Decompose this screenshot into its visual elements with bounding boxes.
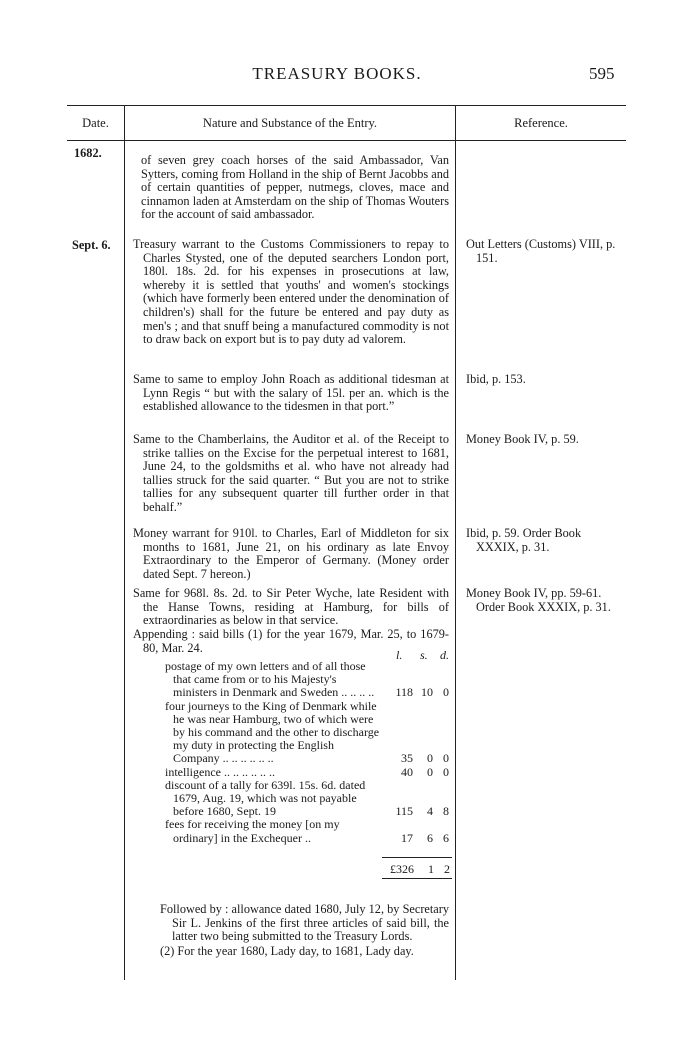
total-shillings: 1: [428, 862, 434, 876]
reference-text: Out Letters (Customs) VIII, p. 151.: [466, 237, 616, 265]
account-item-pence: 0: [443, 751, 449, 766]
entry-reference: [466, 527, 618, 554]
account-item-shillings: 0: [427, 751, 433, 766]
entry-reference: [466, 373, 618, 387]
year-label: 1682.: [74, 146, 102, 160]
account-item-desc: discount of a tally for 639l. 15s. 6d. dated 1679, Aug. 19, which was not payable before 1680, Sept. 19: [165, 777, 366, 819]
pence-header: d.: [440, 648, 449, 662]
account-item-desc: postage of my own letters and of all those that came from or to his Majesty's ministers in Denmark and Sweden .. .. .. ..: [165, 659, 375, 700]
reference-text: Money Book IV, p. 59.: [466, 432, 579, 446]
column-header-date: Date.: [82, 116, 109, 130]
account-item-pounds: 118: [395, 685, 413, 700]
column-divider-2: [455, 105, 456, 980]
entry-text: Money warrant for 910l. to Charles, Earl of Middleton for six months to 1681, June 21, on his ordinary as late Envoy Extraordinary to the Emperor of Germany. (Money order dated Sept. 7 hereon.): [133, 526, 449, 581]
page-title: TREASURY BOOKS.: [252, 64, 422, 83]
appending-text: Appending : said bills (1) for the year 1679, Mar. 25, to 1679-80, Mar. 24.: [133, 627, 449, 655]
next-bill-text: (2) For the year 1680, Lady day, to 1681, Lady day.: [160, 944, 414, 958]
page-number: 595: [589, 64, 615, 83]
entry-text: Same to same to employ John Roach as additional tidesman at Lynn Regis “ but with the salary of 15l. per an. which is the established allowance to the tidesmen in that port.”: [133, 372, 449, 414]
total-rule-top: [382, 857, 452, 858]
total-pounds: £326: [390, 862, 414, 876]
column-divider-1: [124, 105, 125, 980]
entry-text: Treasury warrant to the Customs Commissioners to repay to Charles Stysted, one of the deputed searchers London port, 180l. 18s. 2d. for his expenses in prosecutions at law, whereby it is settled that youths' and women's stockings (which have formerly been entered under the denomination of children's) shall for the future be entered and pay duty as men's ; and that snuff being a manufactured commodity is not to draw back on export but is to pay duty ad valorem.: [133, 237, 449, 347]
account-item-desc: four journeys to the King of Denmark while he was near Hamburg, two of which were by his command and the other to discharge my duty in protecting the English Company .. .. .. .. .. ..: [165, 698, 380, 766]
account-item-desc: fees for receiving the money [on my ordinary] in the Exchequer ..: [165, 817, 340, 845]
account-item-pence: 0: [443, 764, 449, 779]
pounds-header: l.: [396, 648, 403, 662]
account-item-shillings: 4: [427, 804, 433, 819]
account-item: [165, 766, 455, 779]
shillings-header: s.: [420, 648, 428, 662]
account-item-desc: intelligence .. .. .. .. .. ..: [165, 764, 275, 779]
account-item-pence: 6: [443, 830, 449, 845]
account-item: [165, 700, 455, 766]
account-item-pounds: 40: [401, 764, 413, 779]
column-header-reference: Reference.: [514, 116, 568, 130]
account-item: [165, 660, 455, 700]
account-list: [165, 660, 455, 845]
entry-date: Sept. 6.: [72, 238, 111, 252]
account-item-pounds: 115: [395, 804, 413, 819]
followed-by-text: Followed by : allowance dated 1680, July 12, by Secretary Sir L. Jenkins of the first three articles of said bill, the latter two being submitted to the Treasury Lords.: [160, 902, 449, 944]
account-item-shillings: 6: [427, 830, 433, 845]
column-header-nature: Nature and Substance of the Entry.: [202, 116, 378, 130]
entry-reference: [466, 433, 618, 447]
reference-text: Money Book IV, pp. 59-61. Order Book XXXIX, p. 31.: [466, 586, 611, 614]
entry-reference: [466, 238, 618, 265]
reference-text: Ibid, p. 153.: [466, 372, 526, 386]
account-item-pounds: 17: [401, 830, 413, 845]
entry-continuation: of seven grey coach horses of the said Ambassador, Van Sytters, coming from Holland in the ship of Bernt Jacobbs and of certain quantities of pepper, nutmegs, cloves, mace and cinnamon laden at Amsterdam on the ship of Thomas Wouters for the account of said ambassador.: [141, 153, 449, 222]
header-rule: [67, 140, 626, 141]
entry-text: Same to the Chamberlains, the Auditor et al. of the Receipt to strike tallies on the Excise for the perpetual interest to 1681, June 24, to the goldsmiths et al. who have not already had tallies struck for the said quarter. “ But you are not to strike tallies for any subsequent quarter till further order in that behalf.”: [133, 432, 449, 514]
account-item: [165, 818, 455, 844]
account-item-pounds: 35: [401, 751, 413, 766]
account-item-shillings: 10: [421, 685, 433, 700]
account-item: [165, 779, 455, 819]
top-rule: [67, 105, 626, 106]
entry-reference: [466, 587, 618, 614]
account-item-pence: 0: [443, 685, 449, 700]
reference-text: Ibid, p. 59. Order Book XXXIX, p. 31.: [466, 526, 582, 554]
total-pence: 2: [444, 862, 450, 876]
account-item-pence: 8: [443, 804, 449, 819]
entry-text: Same for 968l. 8s. 2d. to Sir Peter Wyche, late Resident with the Hanse Towns, residing at Hamburg, for bills of extraordinaries as below in that service.: [133, 586, 449, 628]
account-item-shillings: 0: [427, 764, 433, 779]
total-rule-bottom: [382, 878, 452, 879]
